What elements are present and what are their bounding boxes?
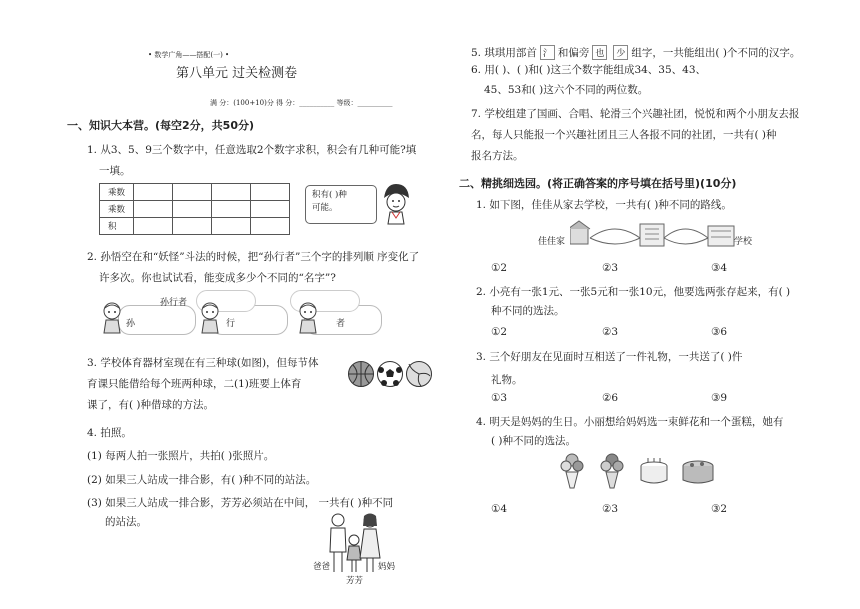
radical-box-1: 氵	[540, 45, 555, 60]
table-cell[interactable]	[251, 218, 290, 235]
q1-line1: 1. 从3、5、9三个数字中，任意选取2个数字求积，积会有几种可能?填	[87, 144, 417, 156]
s2q4-option-2: ②3	[602, 503, 619, 515]
table-row-label: 乘数	[100, 201, 134, 218]
basketball-icon	[348, 361, 374, 387]
flowers-cakes-illustration	[560, 450, 720, 490]
s2q3-option-3: ③9	[711, 392, 728, 404]
header-subtitle: • 数学广角——搭配(一) •	[148, 51, 230, 59]
table-cell[interactable]	[134, 201, 173, 218]
s2q2-option-2: ②3	[602, 326, 619, 338]
section1-heading: 一、知识大本营。(每空2分，共50分)	[67, 119, 255, 132]
label-fangfang: 芳芳	[346, 576, 364, 586]
route-diagram	[570, 220, 753, 250]
table-cell[interactable]	[251, 184, 290, 201]
table-cell[interactable]	[173, 201, 212, 218]
table-cell[interactable]	[173, 184, 212, 201]
q6-line1: 6. 用( )、( )和( )这三个数字能组成34、35、43、	[471, 64, 707, 76]
q5-line	[471, 45, 800, 60]
soccer-ball-icon	[377, 361, 403, 387]
flower-bouquet-icon	[601, 454, 623, 488]
s2q1-option-2: ②3	[602, 262, 619, 274]
table-cell[interactable]	[251, 201, 290, 218]
flower-bouquet-icon	[561, 454, 583, 488]
table-cell[interactable]	[212, 201, 251, 218]
table-cell[interactable]	[212, 184, 251, 201]
q4-a: (1) 每两人拍一张照片，共拍( )张照片。	[87, 450, 275, 462]
family-figures-icon	[324, 512, 384, 574]
monkey-king-icon	[198, 300, 222, 334]
q7-line1: 7. 学校组建了国画、合唱、轮滑三个兴趣社团，悦悦和两个小朋友去报	[471, 108, 800, 120]
q5-mid1: 和偏旁	[557, 47, 590, 59]
speech-line2: 可能。	[312, 203, 338, 213]
s2q3-option-1: ①3	[491, 392, 508, 404]
s2q4-line2: ( )种不同的选法。	[491, 435, 577, 447]
label-school: 学校	[734, 237, 753, 247]
table-row-label: 乘数	[100, 184, 134, 201]
table-row	[100, 201, 290, 218]
q2-line1: 2. 孙悟空在和“妖怪”斗法的时候，把“孙行者”三个字的排列顺 序变化了	[87, 251, 420, 263]
q3-line3: 课了，有( )种借球的方法。	[87, 399, 215, 411]
q6-line2: 45、53和( )这六个不同的两位数。	[484, 84, 649, 96]
label-mom: 妈妈	[378, 562, 396, 572]
label-dad: 爸爸	[313, 562, 331, 572]
monkey-king-icon	[100, 300, 124, 334]
table-cell[interactable]	[212, 218, 251, 235]
table-cell[interactable]	[173, 218, 212, 235]
cake-icon	[641, 458, 667, 483]
label-sun: 孙	[126, 319, 136, 329]
s2q4-line1: 4. 明天是妈妈的生日。小丽想给妈妈选一束鲜花和一个蛋糕，她有	[476, 416, 784, 428]
monkey-king-icon	[296, 300, 320, 334]
label-zhe: 者	[336, 319, 346, 329]
product-table	[99, 183, 290, 235]
table-row	[100, 218, 290, 235]
speech-line1: 积有( )种	[312, 190, 347, 200]
q4-c1: (3) 如果三人站成一排合影，芳芳必须站在中间， 一共有( )种不同	[87, 497, 394, 509]
q4-c2: 的站法。	[105, 516, 147, 528]
page-title: 第八单元 过关检测卷	[176, 66, 298, 81]
table-cell[interactable]	[134, 218, 173, 235]
speech-bubble	[305, 185, 377, 224]
radical-box-2: 也	[592, 45, 607, 60]
table-row-label: 积	[100, 218, 134, 235]
s2q3-line2: 礼物。	[491, 374, 523, 386]
s2q4-option-3: ③2	[711, 503, 728, 515]
s2q4-option-1: ①4	[491, 503, 508, 515]
s2q1-text: 1. 如下图，佳佳从家去学校，一共有( )种不同的路线。	[476, 199, 732, 211]
s2q2-line2: 种不同的选法。	[491, 305, 565, 317]
s2q2-option-3: ③6	[711, 326, 728, 338]
q4-title: 4. 拍照。	[87, 427, 132, 439]
section2-heading: 二、精挑细选园。(将正确答案的序号填在括号里)(10分)	[459, 177, 737, 190]
volleyball-icon	[406, 361, 432, 387]
q1-line2: 一填。	[99, 165, 131, 177]
q5-post: 组字，一共能组出( )个不同的汉字。	[631, 47, 801, 59]
label-sunxingzhe: 孙行者	[160, 298, 188, 308]
radical-box-3: 少	[613, 45, 628, 60]
boy-thinking-icon	[378, 182, 414, 226]
cake-icon	[683, 461, 713, 483]
score-line: 满 分：(100+10)分 得 分：__________ 等级：__________	[210, 99, 393, 107]
q7-line3: 报名方法。	[471, 150, 524, 162]
s2q3-option-2: ②6	[602, 392, 619, 404]
label-home: 佳佳家	[538, 237, 566, 247]
q4-b: (2) 如果三人站成一排合影，有( )种不同的站法。	[87, 474, 317, 486]
q2-line2: 许多次。你也试试看，能变成多少个不同的“名字”?	[99, 272, 336, 284]
q3-line1: 3. 学校体育器材室现在有三种球(如图)，但每节体	[87, 357, 319, 369]
table-row	[100, 184, 290, 201]
s2q2-line1: 2. 小亮有一张1元、一张5元和一张10元，他要选两张存起来，有( )	[476, 286, 791, 298]
q5-pre: 5. 琪琪用部首	[471, 47, 537, 59]
s2q3-line1: 3. 三个好朋友在见面时互相送了一件礼物，一共送了( )件	[476, 351, 743, 363]
label-xing: 行	[226, 319, 236, 329]
s2q1-option-3: ③4	[711, 262, 728, 274]
q7-line2: 名，每人只能报一个兴趣社团且三人各报不同的社团，一共有( )种	[471, 129, 777, 141]
s2q1-option-1: ①2	[491, 262, 508, 274]
s2q2-option-1: ①2	[491, 326, 508, 338]
q3-line2: 育课只能借给每个班两种球，二(1)班要上体育	[87, 378, 302, 390]
table-cell[interactable]	[134, 184, 173, 201]
